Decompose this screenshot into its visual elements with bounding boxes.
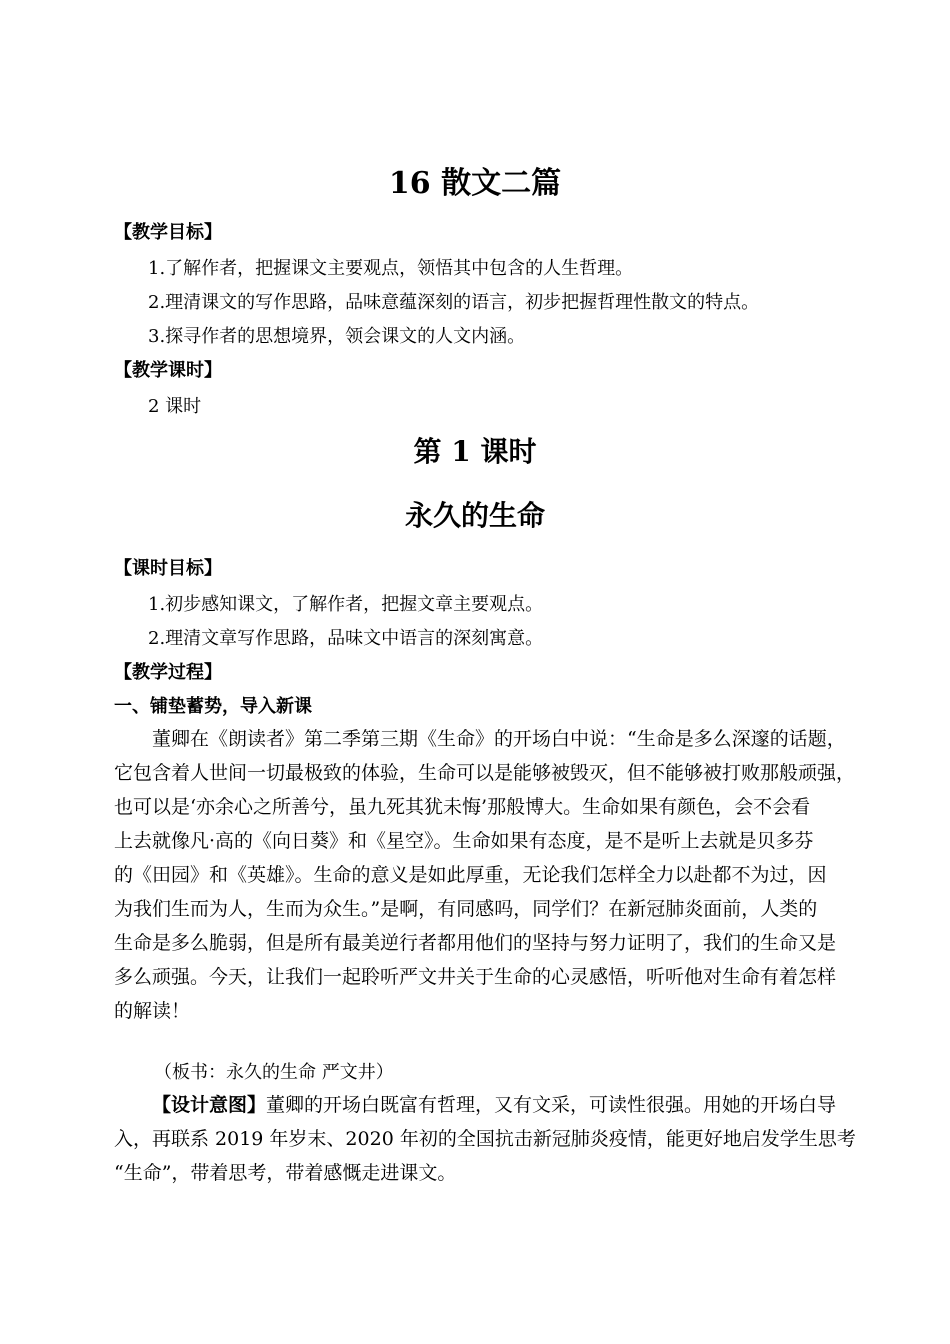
teaching-process-heading: 【教学过程】 [114, 662, 222, 683]
paragraph-line: 也可以是‘亦余心之所善兮，虽九死其犹未悔’那般博大。生命如果有颜色，会不会看 [114, 796, 811, 818]
paragraph-line: 它包含着人世间一切最极致的体验，生命可以是能够被毁灭，但不能够被打败那般顽强， [114, 762, 856, 784]
lesson-goal-item: 1.初步感知课文，了解作者，把握文章主要观点。 [148, 594, 544, 615]
paragraph-line: 多么顽强。今天，让我们一起聆听严文井关于生命的心灵感悟，听听他对生命有着怎样 [114, 966, 837, 988]
goal-item: 2.理清课文的写作思路，品味意蕴深刻的语言，初步把握哲理性散文的特点。 [148, 292, 760, 313]
goal-item: 1.了解作者，把握课文主要观点，领悟其中包含的人生哲理。 [148, 258, 634, 279]
intro-paragraph [114, 722, 856, 1028]
paragraph-line: 生命是多么脆弱，但是所有最美逆行者都用他们的坚持与努力证明了，我们的生命又是 [114, 932, 837, 954]
design-paragraph [114, 1088, 856, 1190]
paragraph-line: “生命”，带着思考，带着感慨走进课文。 [114, 1162, 457, 1184]
document-title: 16 散文二篇 [388, 166, 562, 201]
teaching-hours-heading: 【教学课时】 [114, 360, 222, 381]
essay-title: 永久的生命 [404, 499, 545, 532]
teaching-goals-heading: 【教学目标】 [114, 222, 222, 243]
paragraph-line: 入，再联系 2019 年岁末、2020 年初的全国抗击新冠肺炎疫情，能更好地启发学生思考 [114, 1128, 856, 1150]
teaching-hours-value: 2 课时 [148, 396, 202, 417]
design-label: 【设计意图】 [152, 1094, 267, 1116]
paragraph-line [114, 1088, 840, 1122]
goal-item: 3.探寻作者的思想境界，领会课文的人文内涵。 [148, 326, 526, 347]
paragraph-line: 上去就像凡·高的《向日葵》和《星空》。生命如果有态度，是不是听上去就是贝多芬 [114, 830, 814, 852]
lesson-goals-heading: 【课时目标】 [114, 558, 222, 579]
section-heading: 一、铺垫蓄势，导入新课 [114, 696, 312, 717]
paragraph-line: 为我们生而为人，生而为众生。”是啊，有同感吗，同学们？在新冠肺炎面前，人类的 [114, 898, 818, 920]
paragraph-line: 董卿在《朗读者》第二季第三期《生命》的开场白中说：“生命是多么深邃的话题， [152, 728, 846, 750]
paragraph-line: 的《田园》和《英雄》。生命的意义是如此厚重，无论我们怎样全力以赴都不为过，因 [114, 864, 827, 886]
paragraph-line: 的解读！ [114, 1000, 191, 1022]
lesson-goal-item: 2.理清文章写作思路，品味文中语言的深刻寓意。 [148, 628, 544, 649]
lesson-title: 第 1 课时 [413, 435, 537, 468]
board-note: （板书：永久的生命 严文井） [154, 1062, 394, 1083]
design-text: 董卿的开场白既富有哲理，又有文采，可读性很强。用她的开场白导 [266, 1094, 837, 1116]
